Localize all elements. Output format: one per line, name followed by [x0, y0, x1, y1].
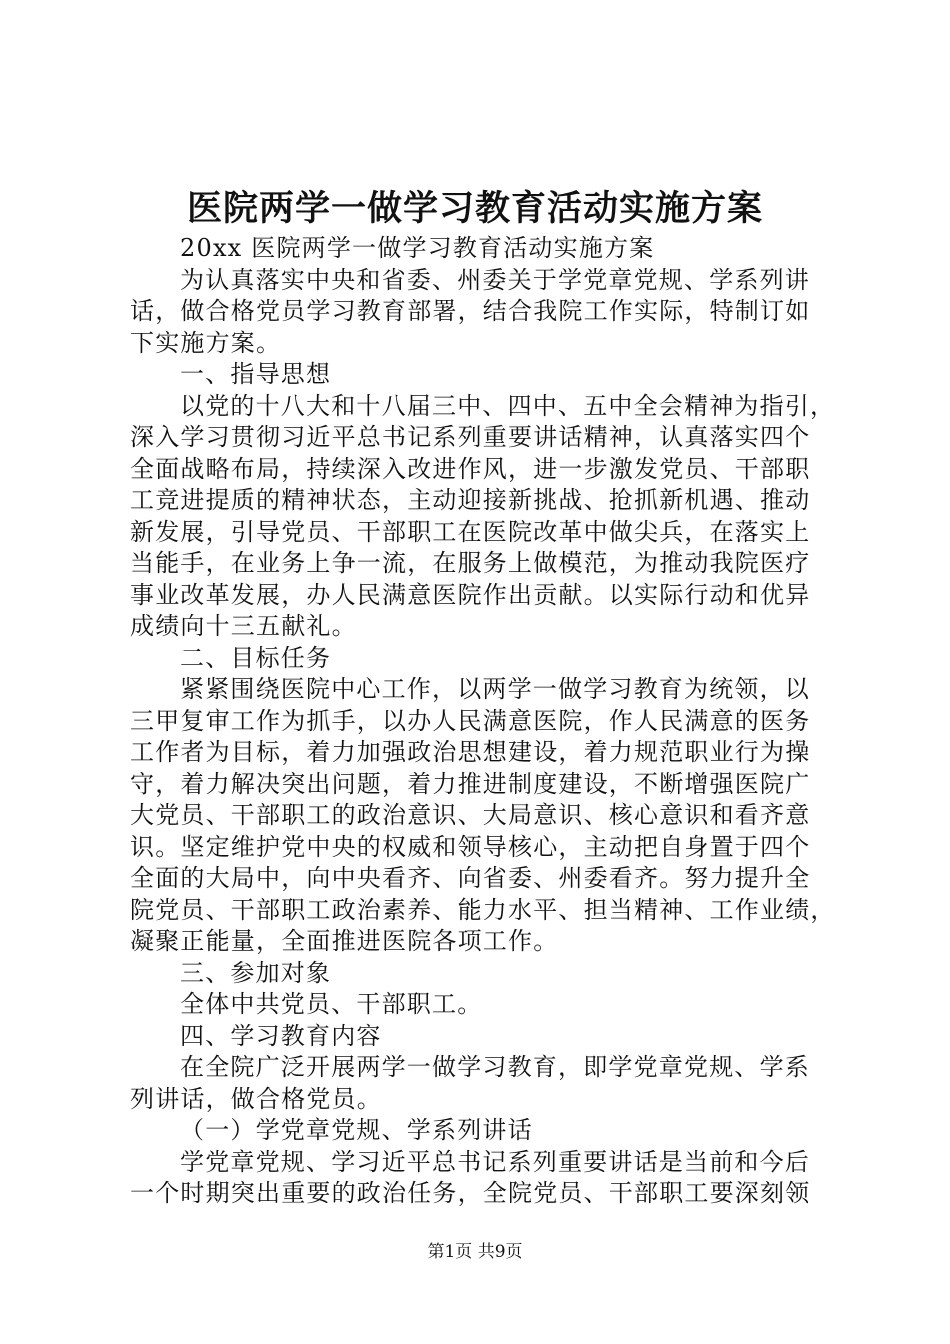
body-line: 全面的大局中，向中央看齐、向省委、州委看齐。努力提升全: [130, 864, 811, 892]
body-line: 凝聚正能量，全面推进医院各项工作。: [130, 927, 559, 955]
body-line: 紧紧围绕医院中心工作，以两学一做学习教育为统领，以: [180, 675, 810, 703]
document-title: 医院两学一做学习教育活动实施方案: [186, 188, 763, 229]
body-line: 成绩向十三五献礼。: [130, 612, 357, 640]
body-line: 一个时期突出重要的政治任务，全院党员、干部职工要深刻领: [130, 1179, 811, 1207]
body-line: 工作者为目标，着力加强政治思想建设，着力规范职业行为操: [130, 738, 811, 766]
document-body: [130, 233, 842, 1210]
body-line: 守，着力解决突出问题，着力推进制度建设，不断增强医院广: [130, 769, 811, 798]
body-line: 全体中共党员、干部职工。: [180, 990, 483, 1018]
body-line: 三、参加对象: [180, 958, 332, 987]
body-line: 三甲复审工作为抓手，以办人民满意医院，作人民满意的医务: [130, 706, 811, 735]
body-line: 大党员、干部职工的政治意识、大局意识、核心意识和看齐意: [130, 801, 811, 829]
body-line: 工竞进提质的精神状态，主动迎接新挑战、抢抓新机遇、推动: [130, 486, 811, 514]
body-line: （一）学党章党规、学系列讲话: [180, 1116, 533, 1144]
body-line: 深入学习贯彻习近平总书记系列重要讲话精神，认真落实四个: [130, 423, 811, 451]
body-line: 为认真落实中央和省委、州委关于学党章党规、学系列讲: [180, 265, 810, 294]
body-line: 当能手，在业务上争一流，在服务上做模范，为推动我院医疗: [130, 549, 811, 577]
body-line: 20xx 医院两学一做学习教育活动实施方案: [180, 234, 655, 262]
body-line: 学党章党规、学习近平总书记系列重要讲话是当前和今后: [180, 1147, 810, 1176]
body-line: 以党的十八大和十八届三中、四中、五中全会精神为指引，: [180, 391, 836, 420]
body-line: 二、目标任务: [180, 643, 332, 672]
body-line: 事业改革发展，办人民满意医院作出贡献。以实际行动和优异: [130, 580, 811, 609]
body-line: 识。坚定维护党中央的权威和领导核心，主动把自身置于四个: [130, 832, 811, 861]
body-line: 列讲话，做合格党员。: [130, 1084, 382, 1113]
body-line: 院党员、干部职工政治素养、能力水平、担当精神、工作业绩，: [130, 895, 836, 924]
body-line: 下实施方案。: [130, 328, 282, 357]
body-line: 全面战略布局，持续深入改进作风，进一步激发党员、干部职: [130, 454, 811, 483]
page-footer: 第1页 共9页: [427, 1242, 523, 1262]
body-line: 在全院广泛开展两学一做学习教育，即学党章党规、学系: [180, 1053, 810, 1081]
body-line: 一、指导思想: [180, 360, 332, 388]
body-line: 话，做合格党员学习教育部署，结合我院工作实际，特制订如: [130, 297, 811, 325]
body-line: 新发展，引导党员、干部职工在医院改革中做尖兵，在落实上: [130, 517, 811, 546]
body-line: 四、学习教育内容: [180, 1021, 382, 1050]
